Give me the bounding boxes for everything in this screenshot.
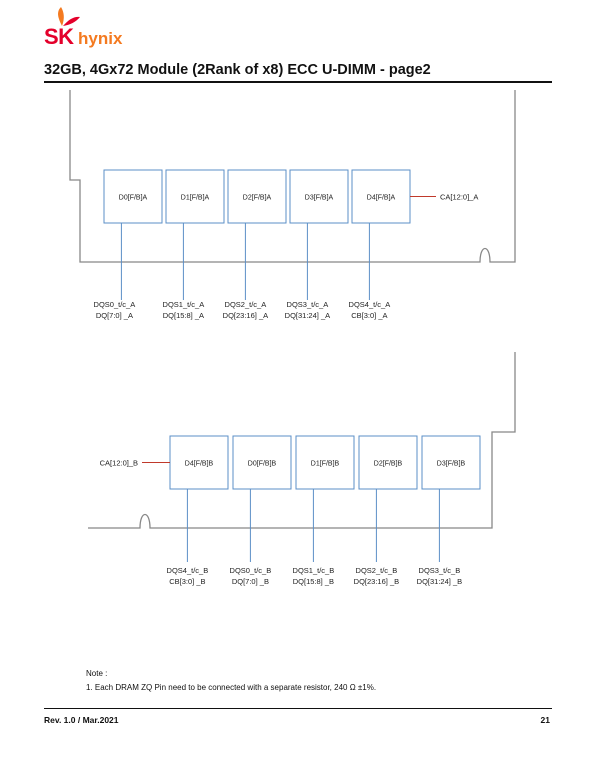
rank-b-group bbox=[100, 436, 480, 586]
dqs-label: DQS1_t/c_B bbox=[292, 566, 335, 575]
chip-label: D3[F/B]B bbox=[436, 460, 466, 468]
dqs-label: DQS4_t/c_B bbox=[166, 566, 209, 575]
dq-label: DQ[31:24] _A bbox=[284, 311, 331, 320]
dq-label: DQ[23:16] _A bbox=[222, 311, 269, 320]
chip-label: D4[F/B]A bbox=[366, 194, 396, 202]
signal-label-b-4 bbox=[417, 566, 462, 586]
dqs-label: DQS3_t/c_B bbox=[418, 566, 461, 575]
chip-label: D2[F/B]A bbox=[242, 194, 272, 202]
dqs-label: DQS0_t/c_B bbox=[229, 566, 272, 575]
dqs-label: DQS1_t/c_A bbox=[162, 300, 205, 309]
dqs-label: DQS2_t/c_B bbox=[355, 566, 398, 575]
dq-label: DQ[15:8] _A bbox=[162, 311, 205, 320]
logo-sk-text: SK bbox=[44, 24, 74, 49]
dq-label: DQ[23:16] _B bbox=[353, 577, 400, 586]
dq-label: CB[3:0] _B bbox=[169, 577, 206, 586]
dqs-label: DQS4_t/c_A bbox=[348, 300, 391, 309]
page-title: 32GB, 4Gx72 Module (2Rank of x8) ECC U-DIMM - page2 bbox=[44, 62, 431, 78]
chip-label: D0[F/B]B bbox=[247, 460, 277, 468]
ca-bus-label-b: CA[12:0]_B bbox=[99, 458, 138, 468]
chip-label: D3[F/B]A bbox=[304, 194, 334, 202]
chip-label: D2[F/B]B bbox=[373, 460, 403, 468]
chip-label: D1[F/B]A bbox=[180, 194, 210, 202]
dq-label: DQ[7:0] _B bbox=[231, 577, 269, 586]
dram-chip-b-0 bbox=[170, 436, 228, 489]
dram-chip-b-3 bbox=[359, 436, 417, 489]
dram-chip-a-0 bbox=[104, 170, 162, 223]
dram-chip-a-3 bbox=[290, 170, 348, 223]
rank-a-group bbox=[94, 170, 479, 320]
dqs-label: DQS2_t/c_A bbox=[224, 300, 267, 309]
dram-chip-a-2 bbox=[228, 170, 286, 223]
note-heading: Note : bbox=[86, 669, 108, 678]
note-item-1: 1. Each DRAM ZQ Pin need to be connected with a separate resistor, 240 Ω ±1%. bbox=[86, 683, 377, 692]
dq-label: DQ[15:8] _B bbox=[292, 577, 335, 586]
chip-label: D0[F/B]A bbox=[118, 194, 148, 202]
signal-label-b-1 bbox=[230, 566, 272, 586]
chip-label: D1[F/B]B bbox=[310, 460, 340, 468]
signal-label-a-4 bbox=[349, 300, 391, 320]
dram-chip-b-1 bbox=[233, 436, 291, 489]
dqs-label: DQS0_t/c_A bbox=[93, 300, 136, 309]
note-section bbox=[86, 667, 376, 695]
dq-label: CB[3:0] _A bbox=[351, 311, 388, 320]
footer-page-number: 21 bbox=[540, 715, 550, 725]
signal-label-a-0 bbox=[94, 300, 136, 320]
signal-label-b-0 bbox=[167, 566, 209, 586]
chip-label: D4[F/B]B bbox=[184, 460, 214, 468]
footer-divider bbox=[44, 708, 552, 709]
signal-label-a-3 bbox=[285, 300, 330, 320]
signal-label-a-1 bbox=[163, 300, 205, 320]
dram-chip-a-4 bbox=[352, 170, 410, 223]
ca-bus-label-a: CA[12:0]_A bbox=[440, 192, 479, 202]
dram-chip-b-2 bbox=[296, 436, 354, 489]
dqs-label: DQS3_t/c_A bbox=[286, 300, 329, 309]
dq-label: DQ[7:0] _A bbox=[95, 311, 133, 320]
signal-label-b-2 bbox=[293, 566, 335, 586]
dq-label: DQ[31:24] _B bbox=[416, 577, 463, 586]
logo-hynix-text: hynix bbox=[78, 29, 123, 48]
dram-chip-b-4 bbox=[422, 436, 480, 489]
dram-chip-a-1 bbox=[166, 170, 224, 223]
signal-label-a-2 bbox=[223, 300, 268, 320]
footer-revision: Rev. 1.0 / Mar.2021 bbox=[44, 715, 119, 725]
signal-label-b-3 bbox=[354, 566, 399, 586]
